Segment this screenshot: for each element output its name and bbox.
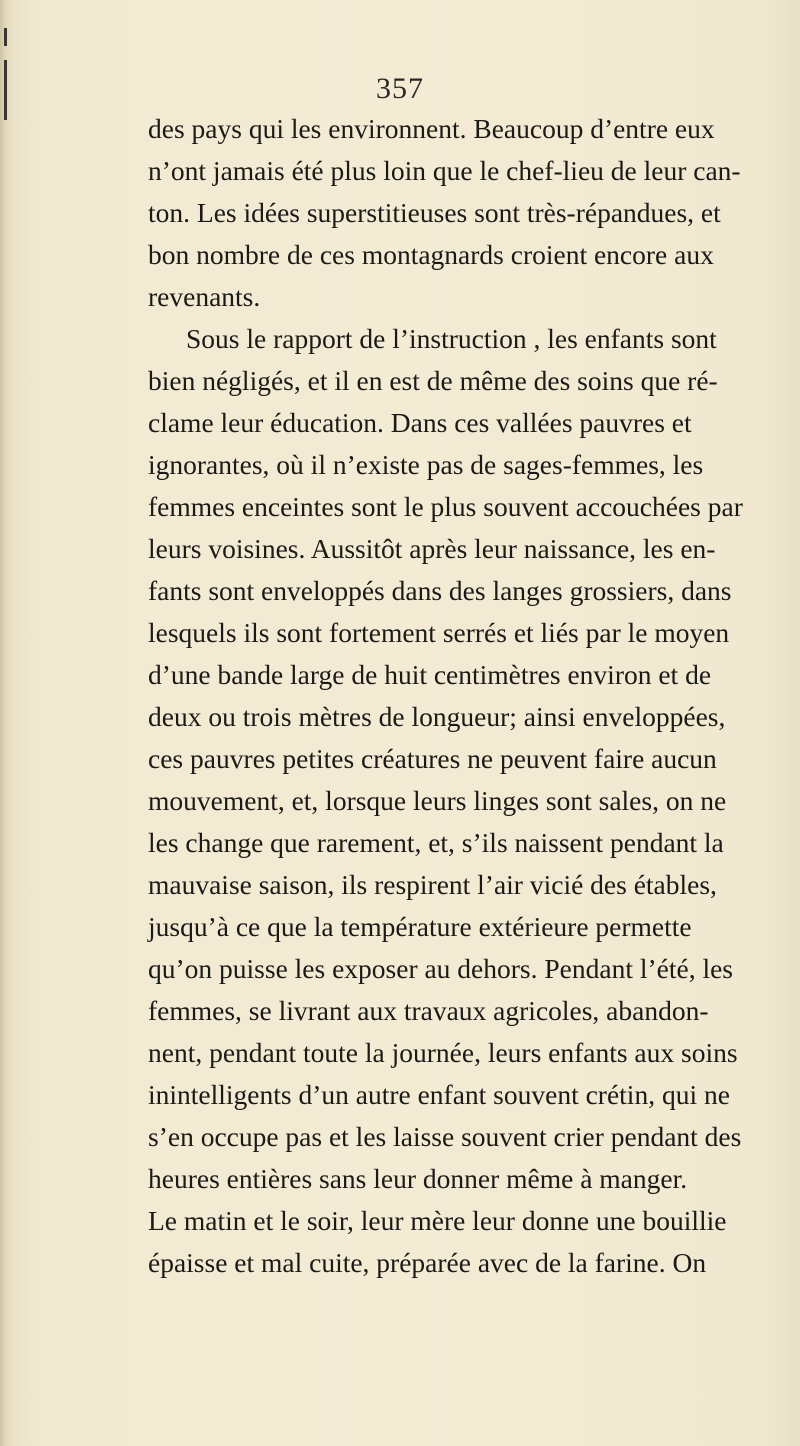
text-line: clame leur éducation. Dans ces vallées pauvres et [148, 407, 692, 438]
text-line: ignorantes, où il n’existe pas de sages-femmes, les [148, 449, 704, 480]
text-line: n’ont jamais été plus loin que le chef-lieu de leur can- [148, 155, 741, 186]
text-line: revenants. [148, 281, 261, 312]
paragraph-start-line: Sous le rapport de l’instruction , les enfants sont [186, 323, 717, 354]
text-line: lesquels ils sont fortement serrés et liés par le moyen [148, 617, 730, 648]
text-line: mouvement, et, lorsque leurs linges sont sales, on ne [148, 785, 727, 816]
page-number: 357 [376, 72, 424, 105]
text-line: les change que rarement, et, s’ils naissent pendant la [148, 827, 724, 858]
text-line: Le matin et le soir, leur mère leur donne une bouillie [148, 1205, 727, 1236]
text-line: ton. Les idées superstitieuses sont très-répandues, et [148, 197, 721, 228]
text-line: heures entières sans leur donner même à manger. [148, 1163, 688, 1194]
text-line: fants sont enveloppés dans des langes grossiers, dans [148, 575, 732, 606]
text-line: des pays qui les environnent. Beaucoup d’entre eux [148, 113, 715, 144]
text-line: bien négligés, et il en est de même des soins que ré- [148, 365, 718, 396]
text-line: s’en occupe pas et les laisse souvent crier pendant des [148, 1121, 742, 1152]
text-line: deux ou trois mètres de longueur; ainsi enveloppées, [148, 701, 726, 732]
text-line: leurs voisines. Aussitôt après leur naissance, les en- [148, 533, 716, 564]
binding-edge [0, 0, 14, 1446]
binding-mark [4, 28, 7, 46]
text-line: jusqu’à ce que la température extérieure permette [148, 911, 692, 942]
text-line: mauvaise saison, ils respirent l’air vicié des étables, [148, 869, 717, 900]
text-line: femmes enceintes sont le plus souvent accouchées par [148, 491, 743, 522]
text-line: nent, pendant toute la journée, leurs enfants aux soins [148, 1037, 738, 1068]
text-line: qu’on puisse les exposer au dehors. Pendant l’été, les [148, 953, 733, 984]
text-line: inintelligents d’un autre enfant souvent crétin, qui ne [148, 1079, 730, 1110]
text-line: d’une bande large de huit centimètres environ et de [148, 659, 712, 690]
text-line: épaisse et mal cuite, préparée avec de la farine. On [148, 1247, 707, 1278]
text-line: femmes, se livrant aux travaux agricoles, abandon- [148, 995, 709, 1026]
text-line: ces pauvres petites créatures ne peuvent faire aucun [148, 743, 717, 774]
text-line: bon nombre de ces montagnards croient encore aux [148, 239, 714, 270]
